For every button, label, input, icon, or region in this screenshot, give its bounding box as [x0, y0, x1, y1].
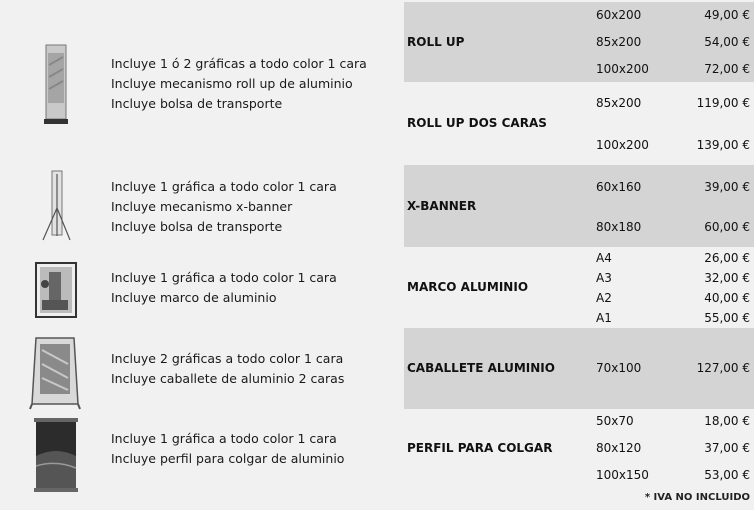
- feature-line: Incluye bolsa de transporte: [111, 219, 283, 234]
- feature-line: Incluye perfil para colgar de aluminio: [111, 451, 345, 466]
- price-value: 40,00 €: [704, 291, 750, 305]
- price-size: A4: [596, 251, 612, 265]
- price-size: 85x200: [596, 35, 642, 49]
- x-banner-features: [111, 177, 337, 237]
- price-value: 39,00 €: [704, 180, 750, 194]
- vat-footnote: * IVA NO INCLUIDO: [644, 492, 750, 503]
- price-size: 100x200: [596, 138, 649, 152]
- price-value: 53,00 €: [704, 468, 750, 482]
- feature-line: Incluye mecanismo x-banner: [111, 199, 293, 214]
- price-value: 32,00 €: [704, 271, 750, 285]
- marco-aluminio-features: [111, 268, 337, 308]
- feature-line: Incluye 1 gráfica a todo color 1 cara: [111, 270, 337, 285]
- price-size: 100x200: [596, 62, 649, 76]
- perfil-features: [111, 429, 344, 469]
- feature-line: Incluye mecanismo roll up de aluminio: [111, 76, 353, 91]
- price-size: A1: [596, 311, 612, 325]
- price-value: 72,00 €: [704, 62, 750, 76]
- price-value: 54,00 €: [704, 35, 750, 49]
- product-name-roll-up-dos-caras: ROLL UP DOS CARAS: [407, 116, 547, 130]
- product-name-marco-aluminio: MARCO ALUMINIO: [407, 280, 529, 294]
- price-size: 80x180: [596, 220, 642, 234]
- price-value: 127,00 €: [696, 361, 750, 375]
- x-banner-image: [38, 168, 74, 246]
- feature-line: Incluye 1 gráfica a todo color 1 cara: [111, 431, 337, 446]
- price-size: 100x150: [596, 468, 649, 482]
- price-value: 139,00 €: [696, 138, 750, 152]
- price-value: 26,00 €: [704, 251, 750, 265]
- price-value: 119,00 €: [696, 96, 750, 110]
- product-name-roll-up: ROLL UP: [407, 35, 465, 49]
- feature-line: Incluye bolsa de transporte: [111, 96, 283, 111]
- price-value: 49,00 €: [704, 8, 750, 22]
- product-name-x-banner: X-BANNER: [407, 199, 477, 213]
- price-size: 60x200: [596, 8, 642, 22]
- hanging-profile-image: [32, 416, 80, 494]
- product-name-caballete-aluminio: CABALLETE ALUMINIO: [407, 361, 555, 375]
- caballete-features: [111, 349, 344, 389]
- price-value: 18,00 €: [704, 414, 750, 428]
- price-size: 70x100: [596, 361, 642, 375]
- price-value: 55,00 €: [704, 311, 750, 325]
- price-size: 60x160: [596, 180, 642, 194]
- feature-line: Incluye 2 gráficas a todo color 1 cara: [111, 351, 344, 366]
- price-value: 37,00 €: [704, 441, 750, 455]
- roll-up-banner-image: [40, 43, 72, 127]
- price-size: 85x200: [596, 96, 642, 110]
- price-value: 60,00 €: [704, 220, 750, 234]
- price-size: A2: [596, 291, 612, 305]
- product-name-perfil-para-colgar: PERFIL PARA COLGAR: [407, 441, 553, 455]
- feature-line: Incluye 1 ó 2 gráficas a todo color 1 cara: [111, 56, 367, 71]
- roll-up-features: [111, 54, 367, 114]
- price-size: 80x120: [596, 441, 642, 455]
- easel-sign-image: [28, 334, 82, 410]
- feature-line: Incluye 1 gráfica a todo color 1 cara: [111, 179, 337, 194]
- aluminum-frame-image: [35, 262, 77, 318]
- feature-line: Incluye marco de aluminio: [111, 290, 277, 305]
- price-size: 50x70: [596, 414, 634, 428]
- price-size: A3: [596, 271, 612, 285]
- feature-line: Incluye caballete de aluminio 2 caras: [111, 371, 345, 386]
